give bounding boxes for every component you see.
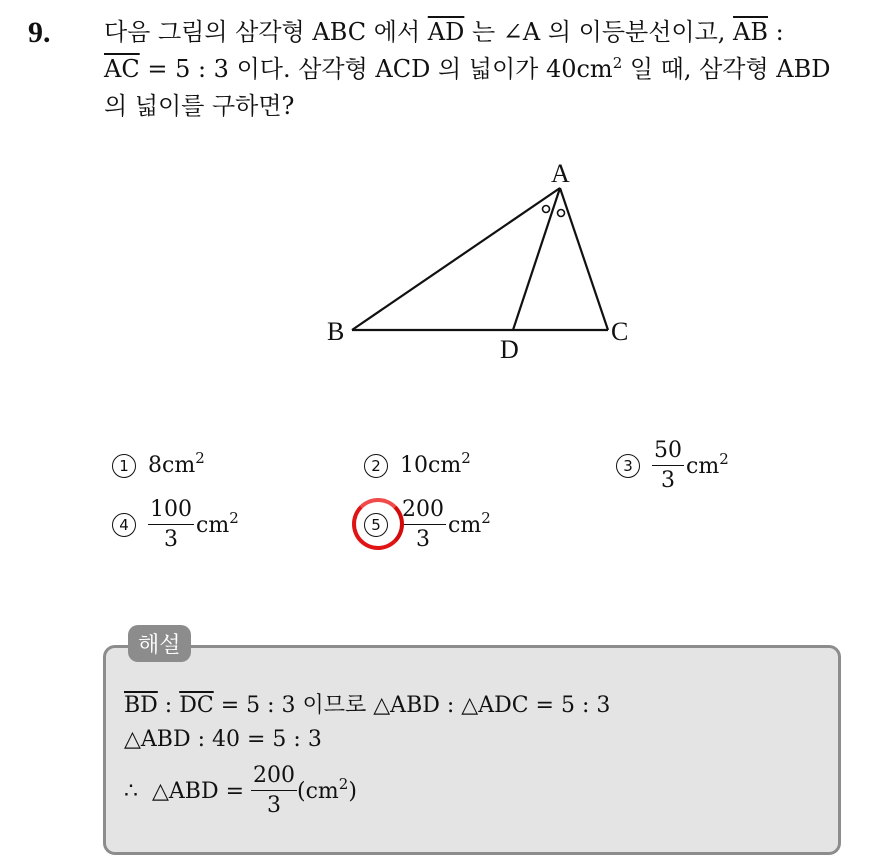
segment-bd: $\overline{BD}$ [124,693,158,718]
fraction: $\frac{50}{3}$ [654,438,682,493]
question-line-1: 다음 그림의 삼각형 ABC 에서 $\overline{AD}$ 는 ∠A 의 이등분선이고, $\overline{AB}$ : [104,18,784,46]
option-marker: 3 [616,454,640,478]
explanation-line-2: △ABD : 40 = 5 : 3 [124,727,322,752]
answer-mark [352,498,404,550]
option-marker: 1 [112,454,136,478]
angle-mark-right [558,210,565,217]
question-number: 9. [28,16,51,49]
vertex-c-label: C [611,317,629,346]
fraction: $\frac{200}{3}$ [402,497,444,552]
side-ab [352,188,560,330]
vertex-b-label: B [327,317,345,346]
segment-ac: $\overline{AC}$ [104,55,140,83]
angle-mark-left [543,206,550,213]
side-ac [560,188,608,330]
question-line-3: 의 넓이를 구하면? [104,92,295,120]
option-5[interactable]: 5 $\frac{200}{3}$ $cm^2$ [364,497,491,553]
question-line-2: $\overline{AC} = 5$ : 3 이다. 삼각형 ACD 의 넓이가 $40cm^2$ 일 때, 삼각형 ABD [104,54,831,83]
triangle-figure [0,0,884,420]
option-4[interactable]: 4 $\frac{100}{3}$ $cm^2$ [112,497,239,553]
option-marker: 2 [364,454,388,478]
explanation-line-3: ∴ △ABD = $\frac{200}{3}$ $(cm^2)$ [124,763,357,818]
fraction: $\frac{200}{3}$ [253,763,296,818]
segment-ad: $\overline{AD}$ [427,18,465,46]
explanation-line-1: $\overline{BD}$ : $\overline{DC} = 5$ : 3 이므로 △ABD : △ADC = 5 : 3 [124,693,611,718]
option-3[interactable]: 3 $\frac{50}{3}$ $cm^2$ [616,438,729,494]
option-1[interactable]: 1 $8cm^2$ [112,453,205,478]
option-2[interactable]: 2 $10cm^2$ [364,453,471,478]
option-marker: 4 [112,513,136,537]
bisector-ad [513,188,560,330]
option-marker: 5 [364,513,388,537]
segment-ab: $\overline{AB}$ [733,18,768,46]
point-d-label: D [500,335,519,364]
fraction: $\frac{100}{3}$ [150,497,192,552]
explanation-title: 해설 [128,625,191,662]
segment-dc: $\overline{DC}$ [179,693,214,718]
vertex-a-label: A [551,159,570,188]
